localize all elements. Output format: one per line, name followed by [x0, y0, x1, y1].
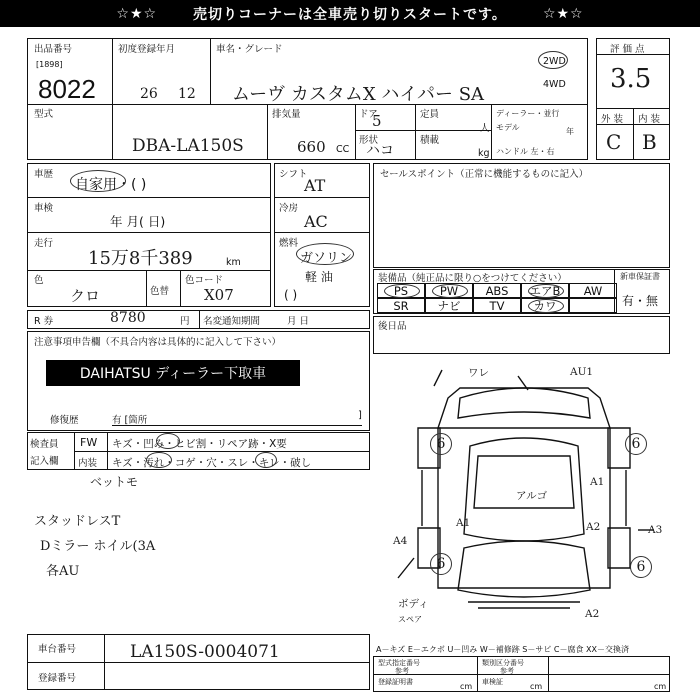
- history-label: 車歴: [34, 169, 54, 180]
- damage-mark-2: A1: [456, 517, 471, 529]
- equipment-circle-icon: [432, 284, 468, 298]
- equipment-item-1-2: TV: [473, 298, 521, 313]
- form-type-label: 型式指定番号: [378, 659, 420, 667]
- handwritten-interior-note: ベットモ: [90, 475, 139, 489]
- tax-units: 月 日: [287, 316, 310, 327]
- ac-label: 冷房: [279, 203, 299, 214]
- doors-label: ドア: [359, 109, 378, 120]
- fw-items: キズ・凹み・ヒビ割・リペア跡・X要: [112, 438, 287, 450]
- interior-grade: B: [642, 130, 657, 154]
- auction-banner: [0, 0, 700, 27]
- damage-mark-4: A3: [648, 524, 663, 536]
- displacement-value: 660: [297, 138, 326, 156]
- equipment-item-0-3: エアB: [521, 283, 569, 298]
- fuel-light-oil: 軽 油: [305, 270, 333, 284]
- color-code-label: 色コード: [185, 275, 224, 286]
- model-year-label: モデル: [496, 123, 520, 132]
- chassis-number: LA150S-0004071: [130, 642, 280, 662]
- handwritten-note-2: Dミラー ホイル(3A: [40, 539, 156, 554]
- equipment-circle-icon: [528, 284, 564, 298]
- cm-unit-1: cm: [460, 682, 473, 691]
- 2wd-label: 2WD: [543, 56, 566, 67]
- dent-circle-icon: [156, 433, 180, 449]
- doors-value: 5: [372, 112, 382, 130]
- type-label: 型式: [34, 109, 54, 120]
- interior-items: キズ・汚れ・コゲ・穴・スレ・キレ・破し: [112, 457, 312, 469]
- 2wd-circle-icon: [538, 51, 568, 69]
- handwritten-note-3: 各AU: [46, 564, 80, 579]
- warranty-label: 新車保証書: [620, 272, 660, 281]
- damage-mark-7: ワレ: [468, 367, 489, 379]
- damage-mark-9: ボディ: [398, 598, 429, 610]
- inspection-units: 年 月( 日): [110, 214, 166, 229]
- shift-value: AT: [304, 176, 326, 195]
- model-year-unit: 年: [566, 127, 574, 136]
- exterior-label: 外 装: [601, 114, 624, 125]
- fuel-value: ガソリン: [300, 251, 353, 266]
- interior-check-label: 内装: [78, 458, 98, 469]
- car-name-label: 車名・グレード: [216, 44, 283, 55]
- loading-label: 積載: [420, 135, 440, 146]
- equipment-item-0-4: AW: [569, 283, 617, 298]
- history-options: 自家用・( ): [75, 177, 147, 193]
- mileage-label: 走行: [34, 238, 54, 249]
- shape-value: ハコ: [366, 143, 394, 159]
- tyre-tread-2: 6: [430, 553, 452, 575]
- form-shaken: 車検証: [482, 678, 503, 686]
- model-code: DBA-LA150S: [132, 136, 244, 156]
- banner-text: 売切りコーナーは全車売り切りスタートです。: [193, 6, 507, 23]
- shift-label: シフト: [279, 169, 308, 180]
- spare-label: スペア: [398, 615, 422, 624]
- lot-sub-label: [1898]: [36, 60, 63, 69]
- warranty-options: 有・無: [622, 294, 659, 308]
- later-items-box: [373, 316, 670, 354]
- damage-mark-6: A2: [585, 608, 600, 620]
- dealer-header: ディーラー・並行: [496, 109, 560, 118]
- first-reg-label: 初度登録年月: [118, 44, 176, 55]
- fw-label: FW: [80, 436, 98, 449]
- history-box: [27, 163, 271, 307]
- equipment-label: 装備品（純正品に限り○をつけてください）: [378, 273, 567, 284]
- interior-label: 内 装: [638, 114, 661, 125]
- damage-legend: A－キズ E－エクボ U－凹み W－補修跡 S－サビ C－腐食 XX－交換済: [376, 645, 630, 654]
- color-code-value: X07: [204, 286, 234, 304]
- notes-label: 注意事項申告欄（不具合内容は具体的に記入して下さい）: [34, 337, 282, 348]
- stain-circle-icon: [146, 452, 172, 468]
- damage-mark-3: A2: [586, 521, 601, 533]
- ac-value: AC: [304, 212, 328, 231]
- banner-stars-left: ☆★☆: [116, 5, 158, 22]
- car-name-grade: ムーヴ カスタムX ハイパー SA: [232, 84, 485, 105]
- 4wd-label: 4WD: [543, 79, 566, 90]
- equipment-item-1-0: SR: [377, 298, 425, 313]
- sales-point-label: セールスポイント（正常に機能するものに記入）: [380, 169, 589, 180]
- inspection-label: 車検: [34, 203, 54, 214]
- inspector-label: 検査員: [30, 439, 59, 450]
- shape-label: 形状: [359, 135, 379, 146]
- form-class-label: 類別区分番号: [482, 659, 524, 667]
- lot-number-label: 出品番号: [34, 44, 73, 55]
- damage-mark-5: A4: [393, 535, 408, 547]
- registration-label: 登録番号: [38, 673, 77, 684]
- mileage-value: 15万8千389: [88, 248, 193, 269]
- tyre-tread-3: 6: [630, 556, 652, 578]
- lot-number: 8022: [38, 74, 96, 104]
- reg-month: 12: [178, 86, 196, 102]
- kg-unit: kg: [478, 148, 490, 159]
- r-ticket-value: 8780: [110, 310, 146, 326]
- displacement-label: 排気量: [272, 109, 301, 120]
- color-label: 色: [34, 275, 44, 286]
- equipment-item-1-3: カワ: [521, 298, 569, 313]
- fuel-label: 燃料: [279, 238, 299, 249]
- equipment-item-1-4: [569, 298, 617, 313]
- damage-mark-0: AU1: [570, 366, 594, 378]
- form-ref-1: 参考: [395, 667, 409, 675]
- fuel-circle-icon: [296, 243, 354, 265]
- entry-label: 記入欄: [30, 456, 59, 467]
- cm-unit-3: cm: [654, 682, 667, 691]
- handle-label: ハンドル 左・右: [496, 147, 555, 156]
- r-ticket-label: R 券: [34, 316, 54, 327]
- tyre-tread-1: 6: [625, 433, 647, 455]
- tax-label: 名変通知期間: [203, 316, 261, 327]
- color-change-label: 色替: [150, 286, 170, 297]
- wear-circle-icon: [255, 452, 277, 468]
- handwritten-note-1: スタッドレスT: [34, 514, 121, 529]
- later-items-label: 後日品: [378, 321, 407, 332]
- repair-history-label: 修復歴: [50, 415, 79, 426]
- capacity-label: 定員: [420, 109, 440, 120]
- equipment-item-0-1: PW: [425, 283, 473, 298]
- evaluation-label: 評 価 点: [610, 44, 645, 55]
- form-ref-2: 参考: [500, 667, 514, 675]
- equipment-circle-icon: [384, 284, 420, 298]
- repair-history-value: 有 [箇所: [112, 415, 148, 426]
- cc-unit: CC: [336, 144, 350, 155]
- tyre-tread-0: 6: [430, 433, 452, 455]
- equipment-circle-icon: [528, 299, 564, 313]
- damage-mark-8: アルゴ: [516, 490, 548, 502]
- km-unit: km: [226, 257, 241, 268]
- exterior-grade: C: [606, 130, 622, 154]
- equipment-item-0-0: PS: [377, 283, 425, 298]
- reg-year: 26: [140, 86, 158, 102]
- fuel-other: ( ): [284, 288, 298, 302]
- evaluation-score: 3.5: [610, 64, 652, 94]
- capacity-unit: 人: [480, 123, 490, 134]
- banner-stars-right: ☆★☆: [542, 5, 584, 22]
- equipment-item-0-2: ABS: [473, 283, 521, 298]
- color-value: クロ: [70, 287, 101, 305]
- dealer-tradein-badge: DAIHATSU ディーラー下取車: [46, 360, 300, 386]
- damage-mark-1: A1: [590, 476, 605, 488]
- cm-unit-2: cm: [530, 682, 543, 691]
- form-reg-cert: 登録証明書: [378, 678, 413, 686]
- usage-circle-icon: [70, 170, 126, 192]
- yen-unit: 円: [180, 316, 190, 327]
- chassis-label: 車台番号: [38, 644, 77, 655]
- equipment-item-1-1: ナビ: [425, 298, 473, 313]
